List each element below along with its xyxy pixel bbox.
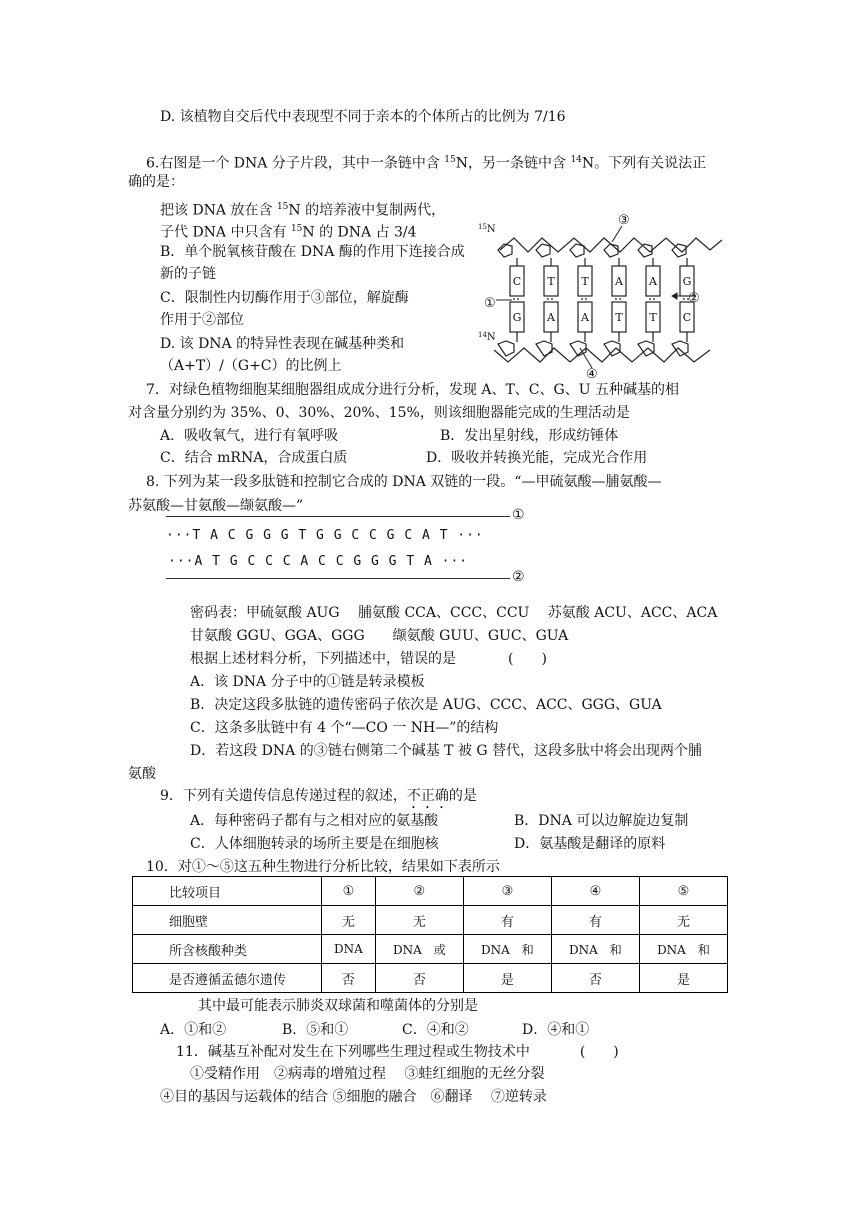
table-row <box>133 935 728 964</box>
base-label-top: A <box>615 275 623 288</box>
table-cell: ③ <box>463 877 551 906</box>
q6-option-b-line1: B．单个脱氧核苷酸在 DNA 酶的作用下连接合成 <box>160 244 465 260</box>
q9-option-b: B．DNA 可以边解旋边复制 <box>514 813 689 829</box>
q6-stem-line1 <box>146 150 706 174</box>
q6-a2-text-b: N 的 DNA 占 3/4 <box>302 224 417 241</box>
q6-stem-text-c: N。下列有关说法正 <box>581 155 707 172</box>
table-cell: DNA <box>322 935 376 964</box>
q8-option-a: A．该 DNA 分子中的①链是转录模板 <box>190 674 425 690</box>
q11-options-line2: ④目的基因与运载体的结合 ⑤细胞的融合 ⑥翻译 ⑦逆转录 <box>160 1089 547 1105</box>
q6-option-c-line2: 作用于②部位 <box>160 312 244 328</box>
strand-2-label: ② <box>512 569 525 585</box>
table-cell: 否 <box>551 964 639 993</box>
comparison-table <box>132 876 728 993</box>
q11-options-line1: ①受精作用 ②病毒的增殖过程 ③蛙红细胞的无丝分裂 <box>190 1066 545 1082</box>
table-cell: ⑤ <box>639 877 727 906</box>
q6-option-a-line1 <box>160 197 445 221</box>
q7-option-c: C．结合 mRNA，合成蛋白质 <box>160 450 348 466</box>
q6-a2-text-a: 子代 DNA 中只含有 <box>160 224 291 241</box>
strand-1-sequence: ···T A C G G G T G G C C G C A T ··· <box>166 528 484 543</box>
q8-question <box>190 649 547 669</box>
table-cell: DNA 或 <box>375 935 463 964</box>
n15-superscript: 15 <box>290 224 303 234</box>
table-row <box>133 964 728 993</box>
q6-option-d-line1: D. 该 DNA 的特异性表现在碱基种类和 <box>160 336 405 352</box>
table-cell: DNA 和 <box>551 935 639 964</box>
table-cell: 无 <box>639 906 727 935</box>
q10-question: 其中最可能表示肺炎双球菌和噬菌体的分别是 <box>198 998 478 1014</box>
base-label-bottom: C <box>682 311 692 324</box>
n14-mass-number: 14 <box>478 331 487 339</box>
n15-strand-label: $^{15}$N <box>478 223 496 235</box>
base-label-bottom: A <box>581 311 589 324</box>
q6-stem-text-a: 6.右图是一个 DNA 分子片段，其中一条链中含 <box>146 155 445 172</box>
codon-table-line2: 甘氨酸 GGU、GGA、GGG 缬氨酸 GUU、GUC、GUA <box>190 628 569 644</box>
table-cell: ④ <box>551 877 639 906</box>
q6-option-d-line2: （A+T）/（G+C）的比例上 <box>160 358 342 374</box>
table-row <box>133 906 728 935</box>
q8-stem-line1: 8. 下列为某一段多肽链和控制它合成的 DNA 双链的一段。“—甲硫氨酸—脯氨酸— <box>146 474 662 490</box>
q10-option-c: C．④和② <box>402 1022 469 1038</box>
base-label-bottom: T <box>649 311 657 324</box>
q6-option-b-line2: 新的子链 <box>160 266 216 282</box>
n14-superscript: 14 <box>570 155 582 165</box>
table-cell: 是 <box>463 964 551 993</box>
strand-1-label: ① <box>512 507 525 523</box>
q7-stem-line1: 7．对绿色植物细胞某细胞器组成成分进行分析，发现 A、T、C、G、U 五种碱基的相 <box>146 382 679 398</box>
table-header-row <box>133 877 728 906</box>
q9-option-c: C．人体细胞转录的场所主要是在细胞核 <box>190 836 439 852</box>
table-cell: DNA 和 <box>639 935 727 964</box>
base-label-top: G <box>682 275 692 288</box>
base-label-top: T <box>581 275 589 288</box>
answer-blank: ( ) <box>579 1044 619 1060</box>
marker-3: ③ <box>618 213 630 228</box>
q9-option-d: D．氨基酸是翻译的原料 <box>514 836 666 852</box>
answer-blank: ( ) <box>508 651 547 667</box>
table-cell: DNA 和 <box>463 935 551 964</box>
codon-table-line1: 密码表：甲硫氨酸 AUG 脯氨酸 CCA、CCC、CCU 苏氨酸 ACU、ACC、ACA <box>190 605 718 621</box>
marker-2: ② <box>688 291 700 306</box>
q6-option-c-line1: C．限制性内切酶作用于③部位，解旋酶 <box>160 290 409 306</box>
base-label-bottom: A <box>547 311 555 324</box>
q8-option-d-line2: 氨酸 <box>128 766 156 782</box>
q10-option-d: D．④和① <box>522 1022 590 1038</box>
q11-stem <box>176 1042 619 1062</box>
table-cell: 无 <box>375 906 463 935</box>
q8-stem-line2: 苏氨酸—甘氨酸—缬氨酸—” <box>128 498 304 514</box>
q9-stem-text-a: 9．下列有关遗传信息传递过程的叙述， <box>160 788 407 804</box>
q10-option-a: A．①和② <box>160 1022 227 1038</box>
table-cell: ② <box>375 877 463 906</box>
dna-sequence-figure <box>160 507 532 594</box>
q9-option-a: A．每种密码子都有与之相对应的氨基酸 <box>190 813 439 829</box>
table-cell: 细胞壁 <box>133 906 322 935</box>
q7-option-b: B．发出星射线，形成纺锤体 <box>440 428 619 444</box>
q8-option-d-line1: D．若这段 DNA 的③链右侧第二个碱基 T 被 G 替代，这段多肽中将会出现两个脯 <box>190 743 703 759</box>
table-cell: 否 <box>375 964 463 993</box>
q8-option-b: B．决定这段多肽链的遗传密码子依次是 AUG、CCC、ACC、GGG、GUA <box>190 697 662 713</box>
q5-option-d: D. 该植物自交后代中表现型不同于亲本的个体所占的比例为 7/16 <box>160 109 566 125</box>
table-cell: 比较项目 <box>133 877 322 906</box>
marker-1: ① <box>484 296 496 311</box>
q7-stem-line2: 对含量分别约为 35%、0、30%、20%、15%，则该细胞器能完成的生理活动是 <box>128 405 630 421</box>
q10-option-b: B．⑤和① <box>282 1022 349 1038</box>
q11-stem-text: 11．碱基互补配对发生在下列哪些生理过程或生物技术中 <box>176 1044 530 1060</box>
n14-strand-label: $^{14}$N <box>478 331 496 343</box>
base-label-top: C <box>512 275 522 288</box>
q6-a-text-b: N 的培养液中复制两代， <box>288 202 446 219</box>
table-cell: 是否遵循孟德尔遗传 <box>133 964 322 993</box>
base-label-bottom: G <box>512 311 522 324</box>
table-cell: 所含核酸种类 <box>133 935 322 964</box>
q9-emphasis: 不正确 <box>406 788 449 804</box>
marker-4: ④ <box>586 367 598 382</box>
q7-option-a: A．吸收氧气，进行有氧呼吸 <box>160 428 339 444</box>
q6-a-text-a: 把该 DNA 放在含 <box>160 202 277 219</box>
q6-option-a-line2 <box>160 219 417 243</box>
n15-mass-number: 15 <box>478 223 487 231</box>
q6-stem-line2: 确的是： <box>128 174 184 190</box>
q8-question-text: 根据上述材料分析，下列描述中，错误的是 <box>190 651 456 667</box>
q10-stem: 10．对①～⑤这五种生物进行分析比较，结果如下表所示 <box>146 859 500 875</box>
table-cell: 无 <box>322 906 376 935</box>
n15-superscript: 15 <box>444 155 456 165</box>
n15-superscript: 15 <box>276 202 289 212</box>
q7-option-d: D．吸收并转换光能，完成光合作用 <box>426 450 648 466</box>
table-cell: 有 <box>551 906 639 935</box>
strand-2-sequence: ···A T G C C C A C C G G G T A ··· <box>168 554 469 569</box>
table-cell: ① <box>322 877 376 906</box>
base-label-bottom: T <box>615 311 623 324</box>
dna-double-strand-figure <box>474 210 726 382</box>
q6-stem-text-b: N，另一条链中含 <box>455 155 571 172</box>
table-cell: 有 <box>463 906 551 935</box>
q9-stem-text-b: 的是 <box>448 788 477 804</box>
table-cell: 否 <box>322 964 376 993</box>
base-label-top: A <box>649 275 657 288</box>
base-label-top: T <box>547 275 555 288</box>
q8-option-c: C．这条多肽链中有 4 个“—CO 一 NH—”的结构 <box>190 720 499 736</box>
table-cell: 是 <box>639 964 727 993</box>
q9-stem <box>160 786 477 812</box>
